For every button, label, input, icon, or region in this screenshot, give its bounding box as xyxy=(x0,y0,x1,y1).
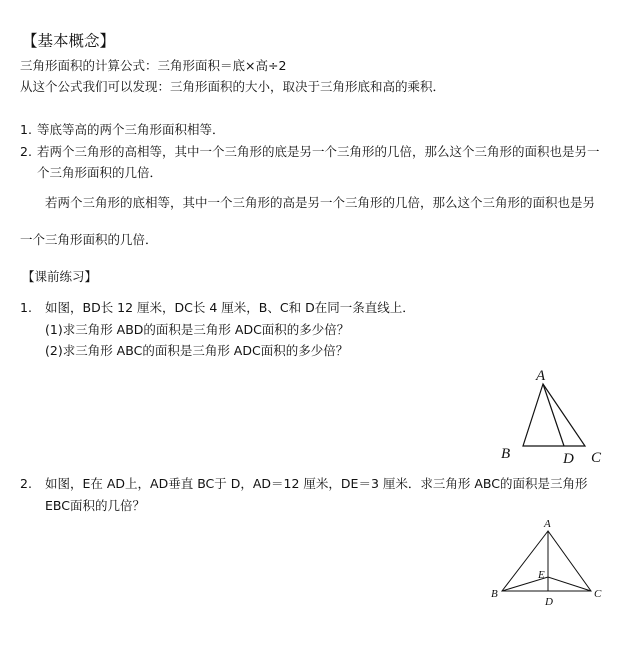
label-b-2: B xyxy=(491,588,498,600)
label-a-1: A xyxy=(536,368,546,384)
segments-eb-ec xyxy=(502,577,591,591)
q1-sub1: (1)求三角形 ABD的面积是三角形 ADC面积的多少倍？ xyxy=(45,322,350,337)
label-c-1: C xyxy=(591,450,602,466)
formula-text: 三角形面积的计算公式：三角形面积＝底×高÷2 xyxy=(20,58,287,73)
label-d-1: D xyxy=(563,451,574,467)
section-heading-practice: 【课前练习】 xyxy=(22,269,98,284)
label-b-1: B xyxy=(501,446,511,462)
q2-number: 2. xyxy=(20,476,32,491)
rule-2-continuation: 个三角形面积的几倍． xyxy=(37,165,163,180)
q2-continuation: EBC面积的几倍？ xyxy=(45,498,145,513)
rule-2-text: 若两个三角形的高相等，其中一个三角形的底是另一个三角形的几倍，那么这个三角形的面积也是另一 xyxy=(37,144,600,159)
label-d-2: D xyxy=(545,596,553,608)
discovery-text: 从这个公式我们可以发现：三角形面积的大小，取决于三角形底和高的乘积． xyxy=(20,79,446,94)
rule-2-number: 2. xyxy=(20,144,32,159)
paragraph-base-equal-cont: 一个三角形面积的几倍． xyxy=(20,232,158,247)
triangle-figure-2 xyxy=(502,531,591,591)
paragraph-base-equal: 若两个三角形的底相等，其中一个三角形的高是另一个三角形的几倍，那么这个三角形的面积也是另 xyxy=(45,195,596,210)
q1-number: 1. xyxy=(20,300,32,315)
triangle-abc-2 xyxy=(502,531,591,591)
label-a-2: A xyxy=(544,518,551,530)
label-c-2: C xyxy=(594,588,602,600)
rule-1-text: 等底等高的两个三角形面积相等． xyxy=(37,122,225,137)
q2-text: 如图，E在 AD上，AD垂直 BC于 D，AD＝12 厘米，DE＝3 厘米．求三角形 ABC的面积是三角形 xyxy=(45,476,588,491)
q1-text: 如图，BD长 12 厘米，DC长 4 厘米，B、C和 D在同一条直线上． xyxy=(45,300,415,315)
triangle-figure-1 xyxy=(523,384,585,446)
label-e-2: E xyxy=(538,569,545,581)
section-heading-basic: 【基本概念】 xyxy=(22,32,116,50)
segment-ad-1 xyxy=(543,384,564,446)
q1-sub2: (2)求三角形 ABC的面积是三角形 ADC面积的多少倍？ xyxy=(45,343,349,358)
rule-1-number: 1. xyxy=(20,122,32,137)
